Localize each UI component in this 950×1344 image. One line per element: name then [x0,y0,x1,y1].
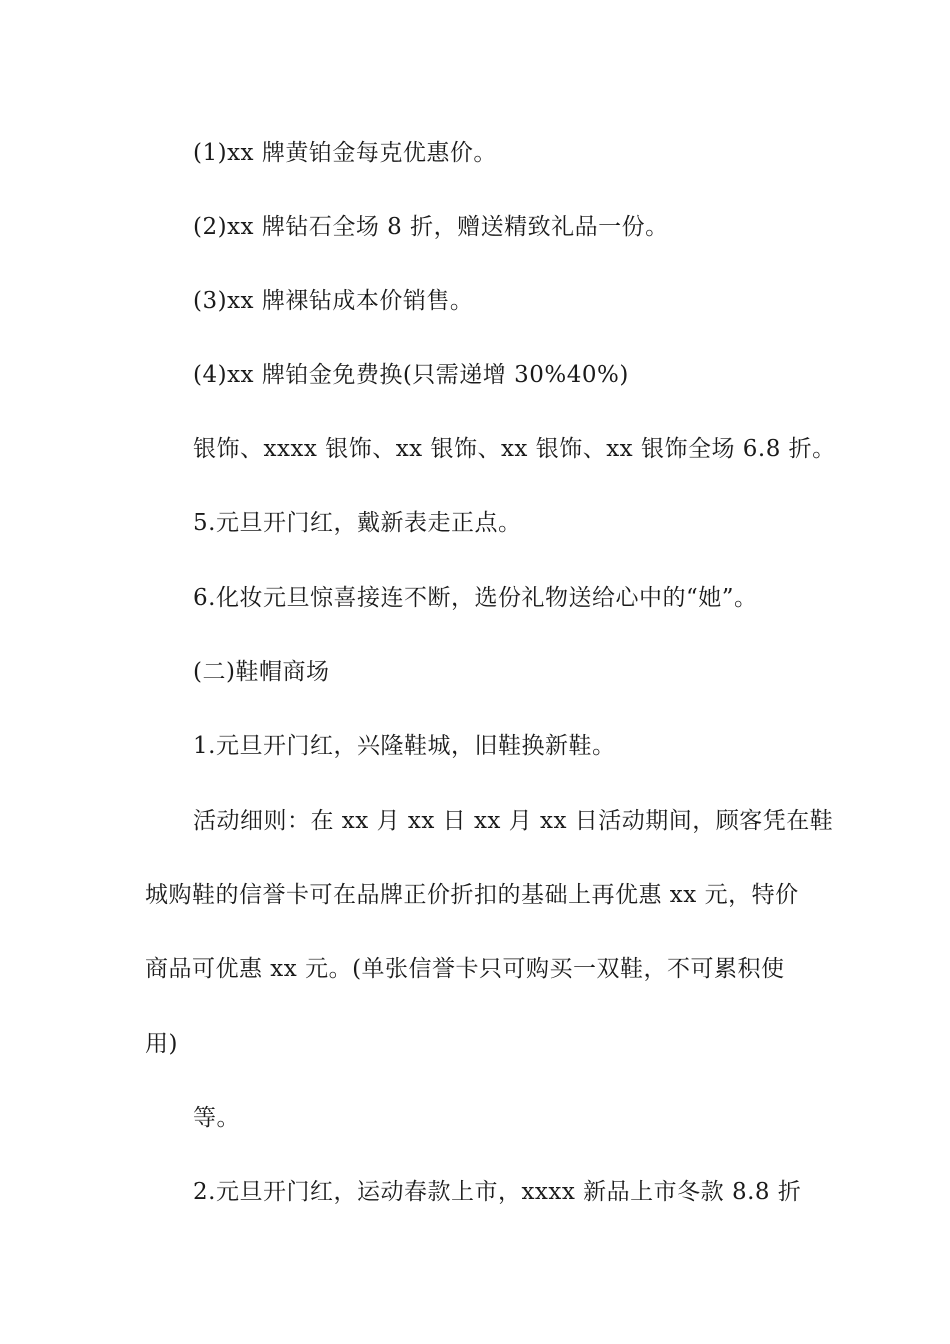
text-line-9: 1.元旦开门红，兴隆鞋城，旧鞋换新鞋。 [193,733,616,759]
text-line-3: (3)xx 牌裸钻成本价销售。 [193,288,474,314]
text-line-10: 活动细则：在 xx 月 xx 日 xx 月 xx 日活动期间，顾客凭在鞋 [193,808,834,834]
text-line-11: 城购鞋的信誉卡可在品牌正价折扣的基础上再优惠 xx 元，特价 [145,882,799,908]
text-line-1: (1)xx 牌黄铂金每克优惠价。 [193,140,497,166]
text-line-6: 5.元旦开门红，戴新表走正点。 [193,510,522,536]
text-line-2: (2)xx 牌钻石全场 8 折，赠送精致礼品一份。 [193,214,669,240]
text-line-4: (4)xx 牌铂金免费换(只需递增 30%40%) [193,362,629,388]
section-heading: (二)鞋帽商场 [193,659,330,685]
text-line-15: 2.元旦开门红，运动春款上市，xxxx 新品上市冬款 8.8 折 [193,1179,802,1205]
text-line-5: 银饰、xxxx 银饰、xx 银饰、xx 银饰、xx 银饰全场 6.8 折。 [193,436,836,462]
text-line-14: 等。 [193,1105,240,1131]
text-line-7: 6.化妆元旦惊喜接连不断，选份礼物送给心中的“她”。 [193,585,758,611]
text-line-13: 用) [145,1031,178,1057]
text-line-12: 商品可优惠 xx 元。(单张信誉卡只可购买一双鞋，不可累积使 [145,956,785,982]
